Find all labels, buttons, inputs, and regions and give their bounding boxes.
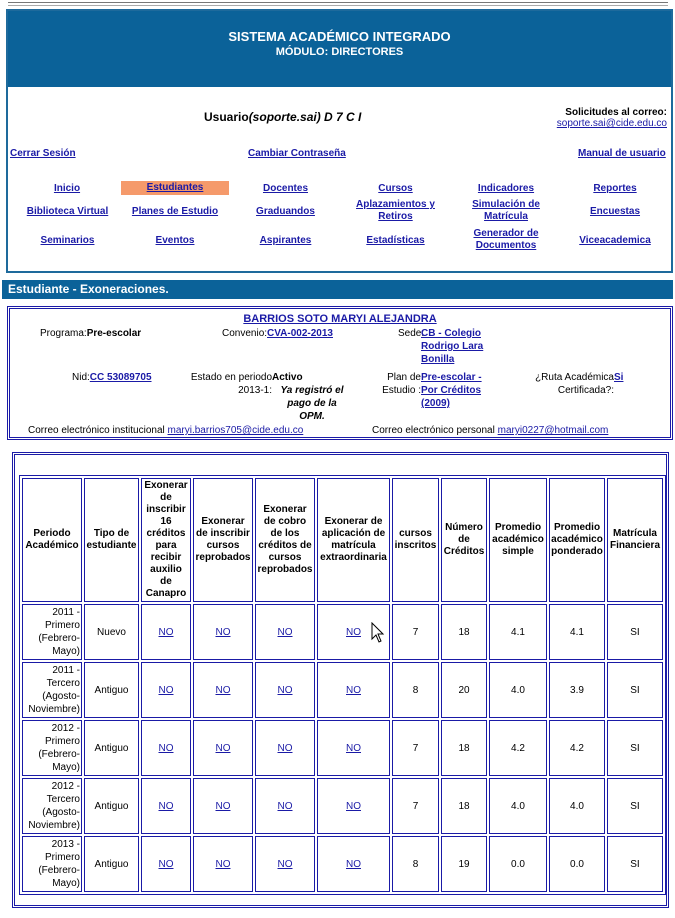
correo-pers-label: Correo electrónico personal bbox=[372, 425, 495, 436]
nav-graduandos[interactable]: Graduandos bbox=[256, 206, 315, 217]
col-exo-cobro: Exonerar de cobro de los créditos de cursos reprobados bbox=[255, 478, 315, 602]
periodo-line: 2011 - bbox=[52, 607, 80, 618]
sede-label: Sede: bbox=[398, 328, 425, 339]
periodo-line: Noviembre) bbox=[28, 820, 80, 831]
cell-cursos bbox=[392, 836, 439, 892]
table-row bbox=[22, 778, 663, 834]
periodo-line: Primero bbox=[44, 852, 80, 863]
nav-aplazamientos-retiros[interactable] bbox=[348, 199, 443, 223]
table-header-row bbox=[22, 478, 663, 602]
exoneraciones-panel bbox=[12, 452, 669, 908]
user-label: Usuario bbox=[204, 110, 249, 124]
ruta-label-line1: ¿Ruta Académica bbox=[535, 372, 614, 383]
estado-label-line2: 2013-1: bbox=[238, 385, 272, 396]
cursos-value: 7 bbox=[412, 800, 419, 812]
user-manual-link[interactable]: Manual de usuario bbox=[578, 148, 666, 159]
cell-matricula bbox=[607, 662, 663, 718]
app-banner bbox=[8, 11, 671, 87]
header-panel bbox=[6, 9, 673, 273]
exoneracion-link[interactable]: NO bbox=[158, 684, 174, 696]
estado-label bbox=[182, 371, 272, 397]
ruta-value[interactable] bbox=[614, 371, 623, 384]
nav-estudiantes[interactable]: Estudiantes bbox=[121, 181, 229, 195]
periodo-line: (Febrero- bbox=[38, 865, 80, 876]
cell-prom-simple bbox=[489, 720, 547, 776]
periodo-line: (Febrero- bbox=[38, 749, 80, 760]
nav-inicio[interactable]: Inicio bbox=[53, 183, 81, 194]
support-contact bbox=[557, 107, 667, 129]
top-rule-1 bbox=[8, 2, 668, 3]
creditos-value: 18 bbox=[458, 626, 470, 638]
matricula-value: SI bbox=[630, 742, 640, 754]
table-row bbox=[22, 836, 663, 892]
exoneracion-link[interactable]: NO bbox=[277, 684, 293, 696]
support-label: Solicitudes al correo: bbox=[565, 107, 667, 118]
exoneracion-link[interactable]: NO bbox=[215, 800, 231, 812]
cell-cursos bbox=[392, 778, 439, 834]
estado-value bbox=[272, 371, 352, 423]
tipo-value: Antiguo bbox=[94, 742, 129, 754]
col-creditos: Número de Créditos bbox=[441, 478, 487, 602]
nid-label: Nid: bbox=[72, 372, 90, 383]
plan-link[interactable] bbox=[421, 371, 482, 410]
programa-field bbox=[40, 327, 141, 340]
nav-reportes[interactable]: Reportes bbox=[593, 183, 637, 194]
cell-tipo bbox=[84, 778, 139, 834]
cell-exoneracion bbox=[255, 778, 315, 834]
convenio-field bbox=[222, 327, 333, 340]
exoneracion-link[interactable]: NO bbox=[277, 858, 293, 870]
creditos-value: 19 bbox=[458, 858, 470, 870]
table-row bbox=[22, 720, 663, 776]
ruta-label-line2: Certificada?: bbox=[557, 385, 614, 396]
nav-eventos[interactable]: Eventos bbox=[155, 235, 195, 246]
cell-exoneracion bbox=[193, 836, 253, 892]
periodo-line: (Febrero- bbox=[38, 633, 80, 644]
cell-prom-simple bbox=[489, 662, 547, 718]
cell-periodo bbox=[22, 778, 82, 834]
creditos-value: 18 bbox=[458, 800, 470, 812]
nav-simulacion-matricula[interactable] bbox=[462, 199, 550, 223]
nav-planes-estudio[interactable]: Planes de Estudio bbox=[131, 206, 219, 217]
exoneraciones-table bbox=[19, 475, 666, 895]
prom-ponderado-value: 4.0 bbox=[570, 800, 584, 812]
exoneracion-link[interactable]: NO bbox=[346, 742, 361, 754]
tipo-value: Antiguo bbox=[94, 858, 129, 870]
exoneracion-link[interactable]: NO bbox=[158, 858, 174, 870]
table-row bbox=[22, 662, 663, 718]
nav-cursos[interactable]: Cursos bbox=[378, 183, 413, 194]
prom-ponderado-value: 4.2 bbox=[570, 742, 584, 754]
cell-exoneracion bbox=[193, 604, 253, 660]
col-periodo: Periodo Académico bbox=[22, 478, 82, 602]
plan-label-line1: Plan de bbox=[387, 372, 421, 383]
cell-matricula bbox=[607, 720, 663, 776]
periodo-line: Primero bbox=[44, 736, 80, 747]
cell-prom-ponderado bbox=[549, 604, 605, 660]
cell-tipo bbox=[84, 662, 139, 718]
cell-creditos bbox=[441, 720, 487, 776]
cell-exoneracion bbox=[193, 662, 253, 718]
prom-ponderado-value: 0.0 bbox=[570, 858, 584, 870]
periodo-line: Noviembre) bbox=[28, 704, 80, 715]
sede-line1[interactable]: CB - Colegio bbox=[421, 328, 481, 339]
sede-line3[interactable]: Bonilla bbox=[421, 354, 455, 365]
matricula-value: SI bbox=[630, 858, 640, 870]
creditos-value: 18 bbox=[458, 742, 470, 754]
col-tipo: Tipo de estudiante bbox=[84, 478, 139, 602]
pago-line3: OPM. bbox=[299, 411, 325, 422]
periodo-line: Mayo) bbox=[52, 646, 80, 657]
nav-biblioteca-virtual[interactable]: Biblioteca Virtual bbox=[26, 206, 109, 217]
nid-link[interactable]: CC 53089705 bbox=[89, 372, 152, 383]
prom-simple-value: 4.0 bbox=[511, 800, 525, 812]
programa-value: Pre-escolar bbox=[86, 328, 142, 339]
col-exo-inscribir: Exonerar de inscribir cursos reprobados bbox=[193, 478, 253, 602]
nav-aplazamientos-line1: Aplazamientos y bbox=[356, 199, 435, 210]
cell-cursos bbox=[392, 604, 439, 660]
periodo-line: Tercero bbox=[46, 678, 80, 689]
cell-exoneracion bbox=[193, 778, 253, 834]
support-email-link[interactable]: soporte.sai@cide.edu.co bbox=[556, 118, 667, 129]
nav-seminarios[interactable]: Seminarios bbox=[40, 235, 95, 246]
exoneracion-link[interactable]: NO bbox=[346, 800, 361, 812]
cell-periodo bbox=[22, 720, 82, 776]
correo-inst-link[interactable]: maryi.barrios705@cide.edu.co bbox=[167, 425, 304, 436]
prom-simple-value: 4.2 bbox=[511, 742, 525, 754]
periodo-line: (Agosto- bbox=[42, 807, 80, 818]
nav-generador-line2: Documentos bbox=[475, 240, 537, 251]
col-cursos: cursos inscritos bbox=[392, 478, 439, 602]
periodo-line: 2012 - bbox=[51, 781, 80, 792]
exoneracion-link[interactable]: NO bbox=[277, 626, 293, 638]
cell-cursos bbox=[392, 662, 439, 718]
tipo-value: Nuevo bbox=[97, 626, 126, 638]
cell-exoneracion bbox=[141, 778, 191, 834]
user-value: (soporte.sai) D 7 C I bbox=[248, 110, 362, 124]
exoneracion-link[interactable]: NO bbox=[215, 626, 231, 638]
cell-periodo bbox=[22, 662, 82, 718]
col-prom-ponderado: Promedio académico ponderado bbox=[549, 478, 605, 602]
cell-tipo bbox=[84, 836, 139, 892]
exoneracion-link[interactable]: NO bbox=[346, 858, 361, 870]
module-title: MÓDULO: DIRECTORES bbox=[275, 46, 404, 58]
logout-link[interactable]: Cerrar Sesión bbox=[10, 148, 76, 159]
col-matricula: Matrícula Financiera bbox=[607, 478, 663, 602]
nav-estadisticas[interactable]: Estadísticas bbox=[366, 235, 425, 246]
mouse-pointer-icon bbox=[371, 622, 385, 644]
section-title: Estudiante - Exoneraciones. bbox=[2, 280, 673, 299]
periodo-line: Primero bbox=[44, 620, 80, 631]
periodo-line: 2011 - bbox=[52, 665, 80, 676]
periodo-line: 2012 - bbox=[51, 723, 80, 734]
cell-tipo bbox=[84, 604, 139, 660]
cell-exoneracion bbox=[255, 604, 315, 660]
cell-matricula bbox=[607, 778, 663, 834]
exoneracion-link[interactable]: NO bbox=[215, 684, 231, 696]
cell-creditos bbox=[441, 778, 487, 834]
periodo-line: (Agosto- bbox=[42, 691, 80, 702]
ruta-label bbox=[526, 371, 614, 397]
cell-exoneracion bbox=[317, 662, 390, 718]
nav-docentes[interactable]: Docentes bbox=[262, 183, 308, 194]
cell-periodo bbox=[22, 836, 82, 892]
nav-viceacademica[interactable]: Viceacademica bbox=[579, 235, 651, 246]
cursos-value: 7 bbox=[412, 626, 419, 638]
nav-simulacion-line2: Matrícula bbox=[484, 211, 528, 222]
correo-institucional bbox=[28, 424, 303, 437]
periodo-line: Mayo) bbox=[52, 878, 80, 889]
exoneracion-link[interactable]: NO bbox=[158, 800, 174, 812]
plan-line1[interactable]: Pre-escolar - bbox=[421, 372, 482, 383]
exoneracion-link[interactable]: NO bbox=[277, 742, 293, 754]
correo-inst-label: Correo electrónico institucional bbox=[28, 425, 165, 436]
cell-prom-simple bbox=[489, 836, 547, 892]
periodo-line: Tercero bbox=[46, 794, 80, 805]
pago-line2: pago de la bbox=[287, 398, 337, 409]
student-info-panel bbox=[7, 306, 673, 440]
cell-prom-ponderado bbox=[549, 778, 605, 834]
matricula-value: SI bbox=[630, 626, 640, 638]
cell-prom-ponderado bbox=[549, 720, 605, 776]
correo-personal bbox=[372, 424, 608, 437]
plan-label-line2: Estudio : bbox=[382, 385, 421, 396]
cell-prom-simple bbox=[489, 604, 547, 660]
pago-line1: Ya registró el bbox=[280, 385, 344, 396]
cell-exoneracion bbox=[193, 720, 253, 776]
periodo-line: 2013 - bbox=[51, 839, 80, 850]
prom-ponderado-value: 3.9 bbox=[570, 684, 584, 696]
convenio-label: Convenio: bbox=[222, 328, 268, 339]
nav-aspirantes[interactable]: Aspirantes bbox=[259, 235, 312, 246]
cell-matricula bbox=[607, 604, 663, 660]
change-password-link[interactable]: Cambiar Contraseña bbox=[248, 148, 346, 159]
nav-generador-documentos[interactable] bbox=[462, 228, 550, 252]
cell-exoneracion bbox=[255, 836, 315, 892]
matricula-value: SI bbox=[630, 684, 640, 696]
prom-ponderado-value: 4.1 bbox=[570, 626, 584, 638]
prom-simple-value: 4.0 bbox=[511, 684, 525, 696]
exoneracion-link[interactable]: NO bbox=[158, 742, 174, 754]
student-name-link[interactable]: BARRIOS SOTO MARYI ALEJANDRA bbox=[243, 313, 437, 325]
top-rule-2 bbox=[8, 5, 668, 6]
nid-field bbox=[72, 371, 152, 384]
cell-exoneracion bbox=[317, 836, 390, 892]
cell-periodo bbox=[22, 604, 82, 660]
plan-line3[interactable]: (2009) bbox=[421, 398, 450, 409]
programa-label: Programa: bbox=[40, 328, 87, 339]
col-exo16: Exonerar de inscribir 16 créditos para recibir auxilio de Canapro bbox=[141, 478, 191, 602]
cursos-value: 8 bbox=[412, 858, 419, 870]
exoneracion-link[interactable]: NO bbox=[277, 800, 293, 812]
cell-exoneracion bbox=[141, 662, 191, 718]
nav-aplazamientos-line2: Retiros bbox=[378, 211, 413, 222]
estado-label-line1: Estado en periodo bbox=[190, 372, 272, 383]
cursos-value: 8 bbox=[412, 684, 419, 696]
prom-simple-value: 4.1 bbox=[511, 626, 525, 638]
nav-simulacion-line1: Simulación de bbox=[472, 199, 540, 210]
convenio-link[interactable]: CVA-002-2013 bbox=[267, 328, 333, 339]
exoneracion-link[interactable]: NO bbox=[215, 858, 231, 870]
cursos-value: 7 bbox=[412, 742, 419, 754]
cell-creditos bbox=[441, 662, 487, 718]
correo-pers-link[interactable]: maryi0227@hotmail.com bbox=[497, 425, 609, 436]
plan-line2[interactable]: Por Créditos bbox=[421, 385, 482, 396]
creditos-value: 20 bbox=[458, 684, 470, 696]
nav-generador-line1: Generador de bbox=[473, 228, 539, 239]
plan-label bbox=[378, 371, 421, 397]
tipo-value: Antiguo bbox=[94, 684, 129, 696]
sede-line2[interactable]: Rodrigo Lara bbox=[421, 341, 484, 352]
cell-exoneracion bbox=[255, 720, 315, 776]
cell-exoneracion bbox=[141, 720, 191, 776]
periodo-line: Mayo) bbox=[52, 762, 80, 773]
cell-tipo bbox=[84, 720, 139, 776]
prom-simple-value: 0.0 bbox=[511, 858, 525, 870]
exoneracion-link[interactable]: NO bbox=[346, 684, 361, 696]
user-info bbox=[204, 110, 361, 124]
cell-exoneracion bbox=[317, 778, 390, 834]
ruta-link[interactable]: Si bbox=[614, 372, 624, 383]
cell-prom-ponderado bbox=[549, 836, 605, 892]
nav-encuestas[interactable]: Encuestas bbox=[589, 206, 641, 217]
cell-prom-simple bbox=[489, 778, 547, 834]
col-prom-simple: Promedio académico simple bbox=[489, 478, 547, 602]
exoneracion-link[interactable]: NO bbox=[158, 626, 174, 638]
cell-exoneracion bbox=[255, 662, 315, 718]
app-title: SISTEMA ACADÉMICO INTEGRADO bbox=[228, 29, 451, 44]
cell-exoneracion bbox=[141, 604, 191, 660]
cell-creditos bbox=[441, 604, 487, 660]
nav-indicadores[interactable]: Indicadores bbox=[477, 183, 535, 194]
matricula-value: SI bbox=[630, 800, 640, 812]
cell-matricula bbox=[607, 836, 663, 892]
cell-exoneracion bbox=[317, 720, 390, 776]
cell-prom-ponderado bbox=[549, 662, 605, 718]
sede-link[interactable] bbox=[421, 327, 483, 366]
cell-exoneracion bbox=[141, 836, 191, 892]
exoneracion-link[interactable]: NO bbox=[215, 742, 231, 754]
col-exo-matricula: Exonerar de aplicación de matrícula extraordinaria bbox=[317, 478, 390, 602]
cell-creditos bbox=[441, 836, 487, 892]
student-name bbox=[10, 313, 670, 325]
table-row bbox=[22, 604, 663, 660]
exoneracion-link[interactable]: NO bbox=[346, 626, 361, 638]
estado-activo: Activo bbox=[272, 372, 303, 383]
cell-cursos bbox=[392, 720, 439, 776]
tipo-value: Antiguo bbox=[94, 800, 129, 812]
